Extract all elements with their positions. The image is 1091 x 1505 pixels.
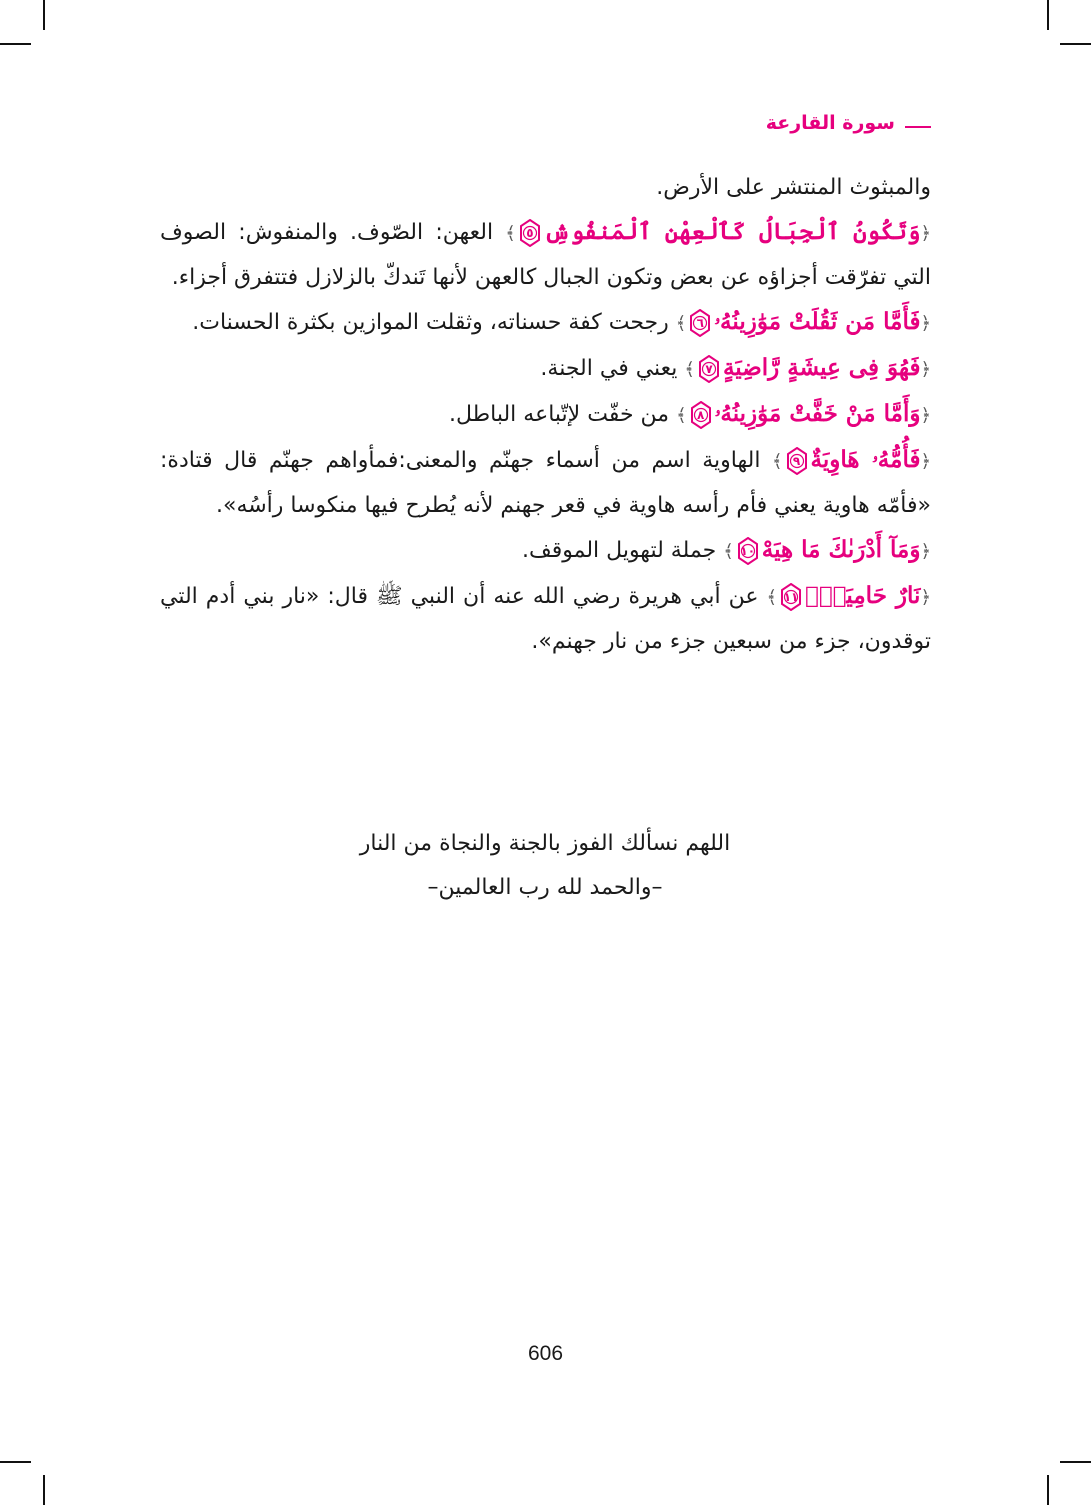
verse-number: ٨ [696, 408, 705, 422]
paragraph-text: عن أبي هريرة رضي الله عنه أن النبي ﷺ قال: «نار بني أدم التي توقدون، جزء من سبعين جزء من نار جهنم». [160, 584, 931, 654]
paragraph-text: والمبثوث المنتشر على الأرض. [656, 175, 931, 200]
ornate-bracket-close-icon: ﴾ [684, 359, 695, 380]
closing-prayer [300, 822, 790, 910]
verse-number: ٩ [792, 454, 801, 468]
verse-number: ٧ [705, 362, 713, 376]
crop-mark-top-right-horizontal [1060, 43, 1091, 45]
ornate-bracket-open-icon: ﴿ [920, 541, 931, 562]
paragraph-0 [160, 166, 931, 210]
running-header [766, 112, 931, 134]
paragraph-text: جملة لتهويل الموقف. [521, 538, 724, 563]
commentary-text [160, 166, 931, 664]
ornate-bracket-open-icon: ﴿ [920, 405, 931, 426]
crop-mark-top-right-vertical [1047, 0, 1049, 30]
ornate-bracket-open-icon: ﴿ [920, 223, 932, 244]
ornate-bracket-open-icon: ﴿ [920, 313, 931, 334]
verse-number-medallion-icon [518, 219, 542, 247]
closing-prayer-line-1: اللهم نسألك الفوز بالجنة والنجاة من النار [359, 831, 731, 856]
verse-number-medallion-icon [688, 309, 712, 337]
verse-number: ٥ [526, 226, 534, 240]
paragraph-verse-8 [160, 392, 931, 438]
quran-verse: نَارٌ حَامِيَةٌۢ [805, 582, 921, 609]
verse-number-medallion-icon [736, 537, 760, 565]
paragraph-text: الهاوية اسم من أسماء جهنّم والمعنى:فمأواهم جهنّم قال قتادة: «فأمّه هاوية يعني فأم رأسه هاوية في قعر جهنم لأنه يُطرح فيها منكوسا رأسُه». [160, 448, 931, 518]
verse-number-medallion-icon [697, 355, 721, 383]
quran-verse: فَأُمُّهُۥ هَاوِيَةٌ [810, 446, 921, 473]
crop-mark-bottom-left-horizontal [0, 1461, 31, 1463]
ornate-bracket-close-icon: ﴾ [676, 405, 687, 426]
ornate-bracket-close-icon: ﴾ [505, 223, 516, 244]
crop-mark-bottom-right-horizontal [1060, 1461, 1091, 1463]
ornate-bracket-open-icon: ﴿ [920, 359, 931, 380]
verse-number-medallion-icon [785, 447, 809, 475]
quran-verse: وَتَكُونُ ٱلْجِبَالُ كَٱلْعِهْنِ ٱلْمَنفُوشِ [543, 218, 921, 245]
paragraph-verse-7 [160, 346, 931, 392]
ornate-bracket-close-icon: ﴾ [675, 313, 687, 334]
verse-number-medallion-icon [689, 401, 713, 429]
crop-mark-bottom-left-vertical [43, 1475, 45, 1505]
closing-prayer-line-2: –والحمد لله رب العالمين– [427, 875, 663, 900]
crop-mark-top-left-horizontal [0, 43, 31, 45]
ornate-bracket-close-icon: ﴾ [766, 587, 778, 608]
quran-verse: وَمَآ أَدْرَىٰكَ مَا هِيَهْ [761, 536, 921, 563]
quran-verse: وَأَمَّا مَنْ خَفَّتْ مَوَٰزِينُهُۥ [714, 400, 921, 427]
verse-number-medallion-icon [779, 583, 803, 611]
ornate-bracket-close-icon: ﴾ [723, 541, 734, 562]
verse-number: ١١ [783, 590, 799, 604]
paragraph-text: من خفّت لإتّباعه الباطل. [448, 402, 677, 427]
quran-verse: فَأَمَّا مَن ثَقُلَتْ مَوَٰزِينُهُۥ [714, 308, 921, 335]
ornate-bracket-open-icon: ﴿ [920, 451, 931, 472]
header-rule [905, 126, 931, 128]
verse-number: ٦ [696, 316, 704, 330]
ornate-bracket-close-icon: ﴾ [771, 451, 783, 472]
paragraph-verse-6 [160, 300, 931, 346]
paragraph-text: رجحت كفة حسناته، وثقلت الموازين بكثرة الحسنات. [192, 310, 676, 335]
paragraph-verse-9 [160, 438, 931, 528]
paragraph-text: العهن: الصّوف. والمنفوش: الصوف التي تفرّقت أجزاؤه عن بعض وتكون الجبال كالعهن لأنها تَندكّ بالزلازل فتتفرق أجزاء. [160, 220, 931, 290]
ornate-bracket-open-icon: ﴿ [920, 587, 931, 608]
quran-verse: فَهُوَ فِى عِيشَةٍ رَّاضِيَةٍ [722, 354, 921, 381]
surah-title: سورة القارعة [765, 112, 895, 134]
crop-mark-bottom-right-vertical [1047, 1475, 1049, 1505]
verse-number: ١٠ [740, 544, 756, 558]
paragraph-verse-11 [160, 574, 931, 664]
page-number: 606 [527, 1342, 564, 1365]
paragraph-verse-5 [160, 210, 931, 300]
crop-mark-top-left-vertical [43, 0, 45, 30]
paragraph-text: يعني في الجنة. [540, 356, 685, 381]
paragraph-verse-10 [160, 528, 931, 574]
